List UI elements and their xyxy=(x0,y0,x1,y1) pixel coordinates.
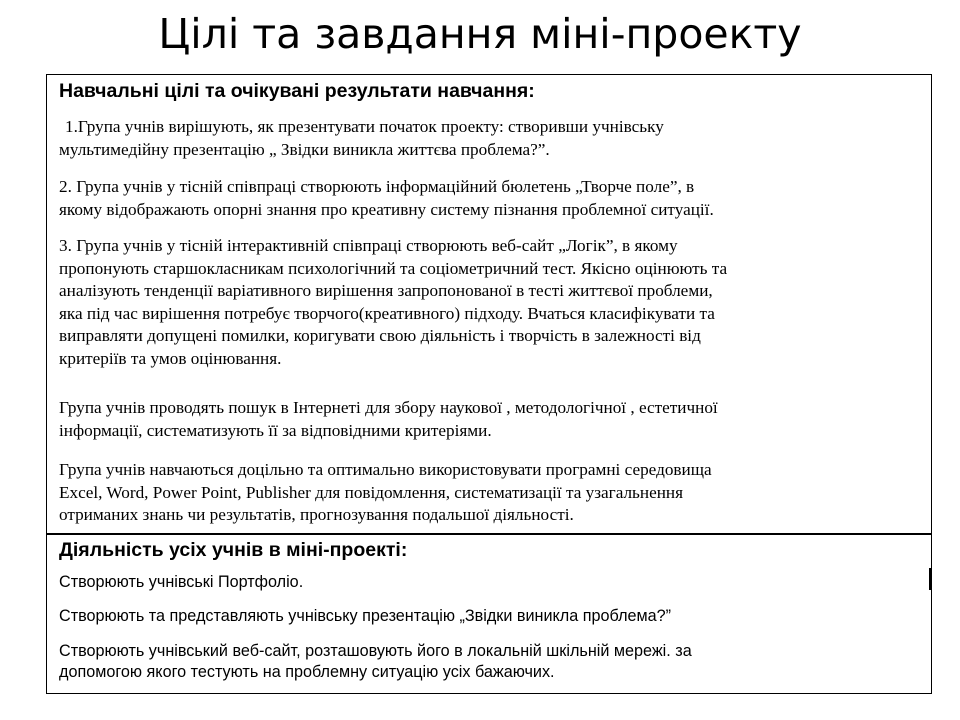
margin-mark xyxy=(929,568,932,590)
activity-paragraph-2 xyxy=(59,606,919,627)
learning-goals-heading: Навчальні цілі та очікувані результати навчання: xyxy=(59,80,535,102)
text-line: аналізують тенденції варіативного вирішення запропонованої в тесті життєвої проблеми, xyxy=(59,281,713,300)
text-line: пропонують старшокласникам психологічний та соціометричний тест. Якісно оцінюють та xyxy=(59,258,728,278)
text-line: 2. Група учнів у тісній співпраці створюють інформаційний бюлетень „Творче поле”, в xyxy=(59,177,695,196)
text-line: Створюють учнівський веб-сайт, розташовують його в локальній шкільній мережі. за xyxy=(59,642,692,660)
goal-paragraph-2 xyxy=(59,176,919,221)
text-line: Група учнів навчаються доцільно та оптимально використовувати програмні середовища xyxy=(59,460,712,479)
goal-paragraph-5 xyxy=(59,459,919,527)
text-line: Створюють учнівські Портфоліо. xyxy=(59,573,304,591)
text-line: Створюють та представляють учнівську презентацію „Звідки виникла проблема?” xyxy=(59,607,672,625)
text-line: якому відображають опорні знання про креативну систему пізнання проблемної ситуації. xyxy=(59,199,714,219)
student-activity-heading: Діяльність усіх учнів в міні-проекті: xyxy=(59,539,408,561)
text-line: критеріїв та умов оцінювання. xyxy=(59,348,282,368)
slide-title: Цілі та завдання міні-проекту xyxy=(158,10,802,58)
text-line: Група учнів проводять пошук в Інтернеті для збору наукової , методологічної , естетичної xyxy=(59,398,718,417)
goal-paragraph-3 xyxy=(59,235,919,370)
table-bottom-border xyxy=(47,693,931,694)
goal-paragraph-1 xyxy=(59,116,919,161)
text-line: яка під час вирішення потребує творчого(креативного) підходу. Вчаться класифікувати та xyxy=(59,303,715,323)
text-line: Excel, Word, Power Point, Publisher для повідомлення, систематизації та узагальнення xyxy=(59,482,684,502)
text-line: 1.Група учнів вирішують, як презентувати початок проекту: створивши учнівську xyxy=(65,117,664,136)
text-line: виправляти допущені помилки, коригувати свою діяльність і творчість в залежності від xyxy=(59,326,701,345)
text-line: допомогою якого тестують на проблемну ситуацію усіх бажаючих. xyxy=(59,663,555,681)
text-line: інформації, систематизують її за відповідними критеріями. xyxy=(59,420,492,440)
student-activity-section xyxy=(47,535,931,693)
text-line: отриманих знань чи результатів, прогнозування подальшої діяльності. xyxy=(59,505,574,524)
text-line: мультимедійну презентацію „ Звідки виникла життєва проблема?”. xyxy=(59,139,550,159)
text-line: 3. Група учнів у тісній інтерактивній співпраці створюють веб-сайт „Логік”, в якому xyxy=(59,236,678,255)
goal-paragraph-4 xyxy=(59,397,919,442)
content-table xyxy=(46,74,932,694)
activity-paragraph-3 xyxy=(59,641,919,683)
learning-goals-section xyxy=(47,74,931,533)
activity-paragraph-1 xyxy=(59,572,919,593)
